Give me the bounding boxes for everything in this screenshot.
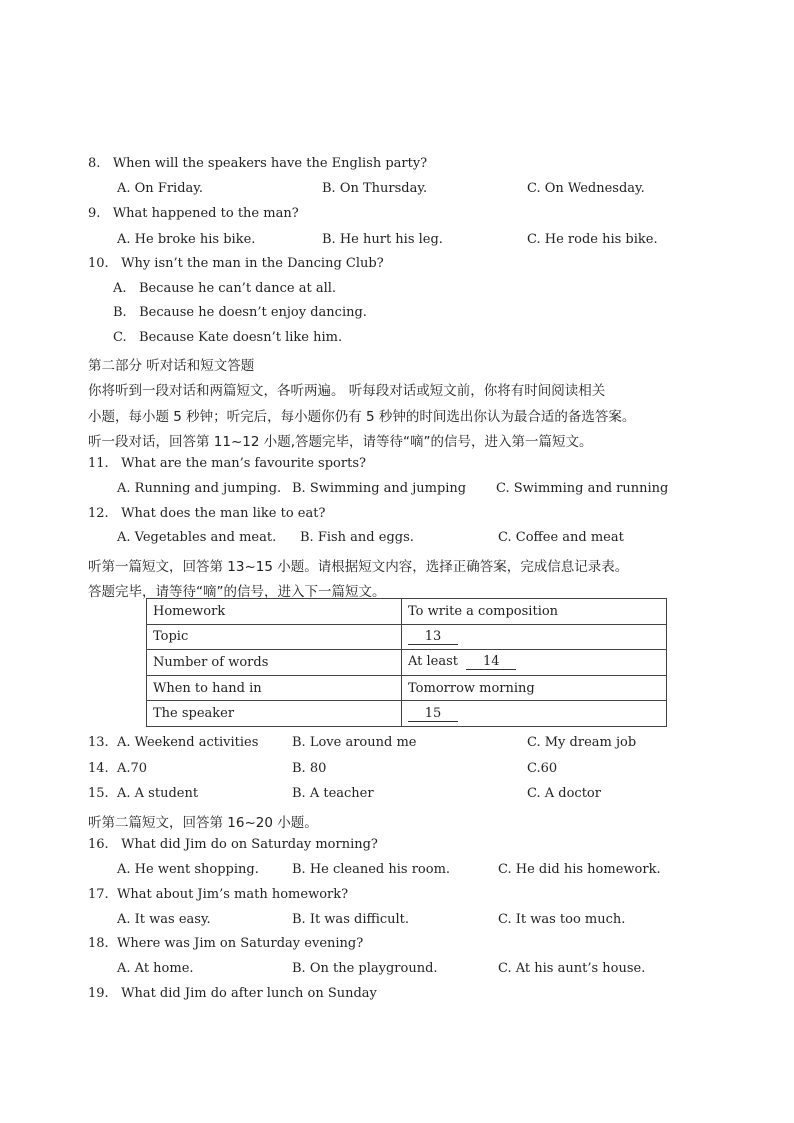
option-b: B. Swimming and jumping <box>292 481 467 496</box>
question-number: 16. <box>88 837 109 852</box>
option-c: C. Swimming and running <box>496 481 669 496</box>
question-text: What about Jim’s math homework? <box>116 887 349 902</box>
question-19 <box>88 986 377 1001</box>
question-text: What happened to the man? <box>112 206 299 221</box>
question-16 <box>88 837 378 852</box>
instructions-line-1: 你将听到一段对话和两篇短文，各听两遍。 听每段对话或短文前，你将有时间阅读相关 <box>88 383 606 399</box>
option-c: C. At his aunt’s house. <box>498 961 646 976</box>
value-text: To write a composition <box>408 603 559 619</box>
table-value <box>402 701 667 727</box>
table-row <box>147 599 667 625</box>
question-number: 9. <box>88 206 101 221</box>
question-text: What did Jim do on Saturday morning? <box>121 837 378 852</box>
option-a: A. He broke his bike. <box>117 232 256 247</box>
option-b: B. On Thursday. <box>322 181 428 196</box>
option-a: A. Vegetables and meat. <box>117 530 277 545</box>
table-value <box>402 675 667 701</box>
table-row <box>147 624 667 650</box>
option-letter: B. <box>113 305 127 320</box>
table-key: The speaker <box>147 701 402 727</box>
question-10 <box>88 256 384 271</box>
option-letter: A. <box>113 281 127 296</box>
option-a: A. At home. <box>117 961 194 976</box>
option-b: B. Fish and eggs. <box>300 530 414 545</box>
option-b <box>113 305 367 320</box>
passage-1-instructions-2: 答题完毕，请等待“嘀”的信号，进入下一篇短文。 <box>88 584 386 600</box>
option-a: A. A student <box>117 786 199 801</box>
question-9 <box>88 206 299 221</box>
question-text: When will the speakers have the English party? <box>112 156 428 171</box>
passage-1-instructions-1: 听第一篇短文，回答第 13~15 小题。请根据短文内容，选择正确答案，完成信息记录表。 <box>88 559 629 575</box>
table-key: Homework <box>147 599 402 625</box>
question-18 <box>88 936 363 951</box>
table-row <box>147 675 667 701</box>
option-c: C.60 <box>527 761 558 776</box>
question-12 <box>88 506 325 521</box>
option-c: C. He did his homework. <box>498 862 661 877</box>
option-a: A. Running and jumping. <box>117 481 282 496</box>
option-a <box>113 281 336 296</box>
option-a: A. Weekend activities <box>117 735 259 750</box>
question-number: 8. <box>88 156 101 171</box>
option-c: C. He rode his bike. <box>527 232 658 247</box>
table-value <box>402 624 667 650</box>
answer-blank-14[interactable]: 14 <box>466 655 516 670</box>
option-c: C. A doctor <box>527 786 601 801</box>
question-15-number: 15. <box>88 786 109 801</box>
question-text: What did Jim do after lunch on Sunday <box>121 986 377 1001</box>
option-b: B. Love around me <box>292 735 417 750</box>
option-c: C. It was too much. <box>498 912 626 927</box>
table-key: Topic <box>147 624 402 650</box>
question-number: 11. <box>88 456 109 471</box>
option-b: B. On the playground. <box>292 961 438 976</box>
table-row <box>147 650 667 676</box>
option-b: B. He hurt his leg. <box>322 232 443 247</box>
question-text: What does the man like to eat? <box>121 506 326 521</box>
instructions-line-2: 小题，每小题 5 秒钟；听完后，每小题你仍有 5 秒钟的时间选出你认为最合适的备选答案。 <box>88 409 636 425</box>
table-row <box>147 701 667 727</box>
section-heading: 第二部分 听对话和短文答题 <box>88 358 255 374</box>
option-b: B. It was difficult. <box>292 912 410 927</box>
option-b: B. A teacher <box>292 786 374 801</box>
answer-blank-13[interactable]: 13 <box>408 630 458 645</box>
question-17 <box>88 887 348 902</box>
value-text: Tomorrow morning <box>408 680 535 696</box>
question-11 <box>88 456 366 471</box>
question-number: 17. <box>88 887 109 902</box>
option-a: A. It was easy. <box>117 912 211 927</box>
question-text: Where was Jim on Saturday evening? <box>116 936 364 951</box>
option-c: C. On Wednesday. <box>527 181 645 196</box>
table-key: Number of words <box>147 650 402 676</box>
table-key: When to hand in <box>147 675 402 701</box>
option-c: C. My dream job <box>527 735 637 750</box>
option-b: B. 80 <box>292 761 327 776</box>
option-c <box>113 330 342 345</box>
question-number: 19. <box>88 986 109 1001</box>
option-b: B. He cleaned his room. <box>292 862 451 877</box>
info-record-table <box>146 598 667 727</box>
option-text: Because he can’t dance at all. <box>138 281 337 296</box>
answer-blank-15[interactable]: 15 <box>408 707 458 722</box>
option-a: A. He went shopping. <box>117 862 259 877</box>
option-a: A. On Friday. <box>117 181 204 196</box>
question-13-number: 13. <box>88 735 109 750</box>
value-text: At least <box>408 654 463 670</box>
passage-2-instructions: 听第二篇短文，回答第 16~20 小题。 <box>88 815 318 831</box>
question-number: 10. <box>88 256 109 271</box>
table-value <box>402 599 667 625</box>
question-14-number: 14. <box>88 761 109 776</box>
table-value <box>402 650 667 676</box>
question-text: What are the man’s favourite sports? <box>121 456 366 471</box>
question-8 <box>88 156 427 171</box>
question-number: 18. <box>88 936 109 951</box>
option-letter: C. <box>113 330 127 345</box>
option-text: Because Kate doesn’t like him. <box>139 330 343 345</box>
option-a: A.70 <box>117 761 148 776</box>
question-text: Why isn’t the man in the Dancing Club? <box>121 256 384 271</box>
option-text: Because he doesn’t enjoy dancing. <box>139 305 367 320</box>
question-number: 12. <box>88 506 109 521</box>
instructions-line-3: 听一段对话，回答第 11~12 小题,答题完毕，请等待“嘀”的信号，进入第一篇短文。 <box>88 434 593 450</box>
option-c: C. Coffee and meat <box>498 530 624 545</box>
